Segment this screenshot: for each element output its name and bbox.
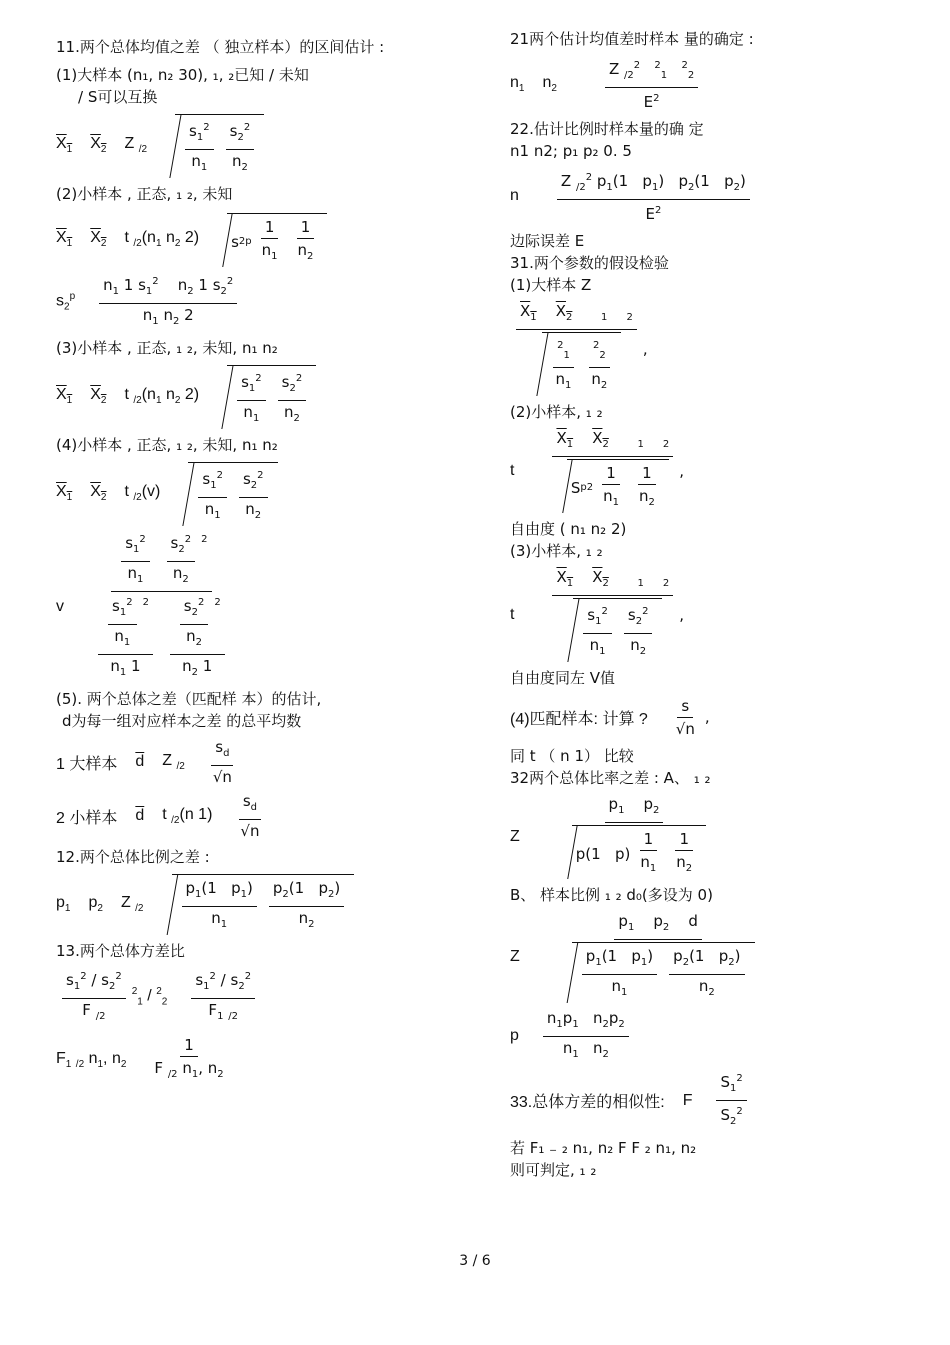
formula-paired-test: (4)匹配样本: 计算 ? $\frac{s}{√n}$ , — [510, 696, 710, 738]
left-column — [56, 28, 456, 1094]
section-11-case2: (2)小样本 , 正态, ₁ ₂, 未知 — [56, 185, 233, 203]
section-22-title: 22.估计比例时样本量的确 定 — [510, 120, 704, 138]
section-31-case3: (3)小样本, ₁ ₂ — [510, 542, 603, 560]
section-32-title: 32两个总体比率之差 : A、 ₁ ₂ — [510, 769, 711, 787]
formula-test-large: $X_1$ $X_2$ $_1$ $_2$ $\frac{^2_1}{n_1}$ $\frac{^2_2}{n_2}$ , — [510, 302, 910, 395]
formula-proportion-test-b: Z $p_1$ $p_2$ d $\frac{p_1(1 p_1)}{n_1}$ $\frac{p_2(1 p_2)}{n_2}$ — [510, 912, 910, 1002]
formula-proportion-test-a: Z $p_1$ $p_2$ p(1 p) $\frac{1}{n_1}$ $\frac{1}{n_2}$ — [510, 795, 910, 878]
section-32-case-b: B、 样本比例 ₁ ₂ d₀(多设为 0) — [510, 886, 713, 904]
variance-similarity-label: 33.总体方差的相似性: — [510, 1094, 665, 1111]
section-31-case3-df: 自由度同左 V值 — [510, 669, 616, 687]
formula-proportion-diff: $p_1$ $p_2$ Z $_{/2}$ $\frac{p_1(1 p_1)}{n_1}$ $\frac{p_2(1 p_2)}{n_2}$ — [56, 874, 456, 934]
section-31-case1: (1)大样本 Z — [510, 276, 592, 294]
formula-large-sample: $X_1$ $X_2$ Z $_{/2}$ $\frac{s_1^2}{n_1}$ $\frac{s_2^2}{n_2}$ — [56, 114, 456, 177]
section-5-note: d为每一组对应样本之差 的总平均数 — [62, 712, 302, 730]
section-13-title: 13.两个总体方差比 — [56, 942, 185, 960]
formula-variance-similarity: 33.总体方差的相似性: F $\frac{S_1^2}{S_2^2}$ — [510, 1070, 910, 1131]
paired-test-label: (4)匹配样本: 计算 ? — [510, 710, 648, 728]
section-11-case3: (3)小样本 , 正态, ₁ ₂, 未知, n₁ n₂ — [56, 339, 278, 357]
section-12-title: 12.两个总体比例之差 : — [56, 848, 210, 866]
section-31-case2-df: 自由度 ( n₁ n₂ 2) — [510, 520, 627, 538]
formula-paired-large: 1 大样本 $\overline{d}$ Z $_{/2}$ $\frac{s_d}{√n}$ — [56, 738, 232, 786]
section-31-case4-compare: 同 t （ n 1） 比较 — [510, 747, 634, 765]
section-33-condition: 若 F₁ ₋ ₂ n₁, n₂ F F ₂ n₁, n₂ — [510, 1139, 697, 1157]
page-number: 3 / 6 — [459, 1253, 491, 1269]
formula-variance-ratio: $\frac{s_1^2 / s_2^2}{F _{/2}}$ $^2_1$ / $^2_2$ $\frac{s_1^2 / s_2^2}{F_1 _{/2}}$ — [56, 968, 456, 1026]
formula-pooled-variance: $s_2^p$ $\frac{n_1 1 s_1^2 n_2 1 s_2^2}{n_1 n_2 2}$ — [56, 273, 456, 331]
formula-pooled-proportion: p $\frac{n_1p_1 n_2p_2}{n_1 n_2}$ — [510, 1008, 910, 1064]
formula-small-sample-pooled: $X_1$ $X_2$ t $_{/2}(n_1$ $n_2$ 2) s 2 p $\frac{1}{n_1}$ $\frac{1}{n_2}$ — [56, 211, 456, 267]
formula-test-small-pooled: t $X_1$ $X_2$ $_1$ $_2$ S p 2 $\frac{1}{n_1}$ $\frac{1}{n_2}$ , — [510, 429, 910, 512]
formula-small-sample-v: $X_1$ $X_2$ t $_{/2}$(v) $\frac{s_1^2}{n_1}$ $\frac{s_2^2}{n_2}$ — [56, 462, 456, 525]
section-21-title: 21两个估计均值差时样本 量的确定 : — [510, 30, 754, 48]
section-11-title: 11.两个总体均值之差 （ 独立样本）的区间估计 : — [56, 38, 385, 56]
section-11-case1: (1)大样本 (n₁, n₂ 30), ₁, ₂已知 / 未知 — [56, 66, 309, 84]
section-31-case2: (2)小样本, ₁ ₂ — [510, 403, 603, 421]
formula-sample-size-proportion: n $\frac{Z _{/2}^2 p_1(1 p_1) p_2(1 p_2)}{E^2}$ — [510, 168, 910, 224]
formula-test-small-unpooled: t $X_1$ $X_2$ $_1$ $_2$ $\frac{s_1^2}{n_1}$ $\frac{s_2^2}{n_2}$ , — [510, 568, 910, 661]
formula-degrees-of-freedom: v $\frac{s_1^2}{n_1}$ $\frac{s_2^2}{n_2}$ $^2$ $\frac{s_1^2}{n_1}$ $^2$ $n_1$ 1 $\frac{s_2^2}{n_2}$ $^2$ $n_2$ 1 — [56, 531, 456, 682]
paired-small-label: 2 小样本 — [56, 809, 118, 827]
section-5-title: (5). 两个总体之差（匹配样 本）的估计, — [56, 690, 322, 708]
section-33-conclusion: 则可判定, ₁ ₂ — [510, 1161, 597, 1179]
section-31-title: 31.两个参数的假设检验 — [510, 254, 669, 272]
right-column — [510, 28, 910, 1181]
formula-small-sample-equal-n: $X_1$ $X_2$ t $_{/2}(n_1$ $n_2$ 2) $\frac{s_1^2}{n_1}$ $\frac{s_2^2}{n_2}$ — [56, 365, 456, 428]
margin-of-error: 边际误差 E — [510, 232, 585, 250]
section-11-case1-note: / S可以互换 — [78, 88, 158, 106]
formula-paired-small: 2 小样本 $\overline{d}$ t $_{/2}$(n 1) $\frac{s_d}{√n}$ — [56, 792, 260, 840]
paired-large-label: 1 大样本 — [56, 755, 118, 773]
section-11-case4: (4)小样本 , 正态, ₁ ₂, 未知, n₁ n₂ — [56, 436, 278, 454]
section-22-assumption: n1 n2; p₁ p₂ 0. 5 — [510, 142, 632, 160]
formula-sample-size-mean: $n_1$ $n_2$ $\frac{Z _{/2}^2 ^2_1 ^2_2}{E^2}$ — [510, 56, 910, 112]
formula-f-inverse: $F_1$ $_{/2}$ $n_1$, $n_2$ $\frac{1}{F _{/2} n_1, n_2}$ — [56, 1036, 224, 1080]
